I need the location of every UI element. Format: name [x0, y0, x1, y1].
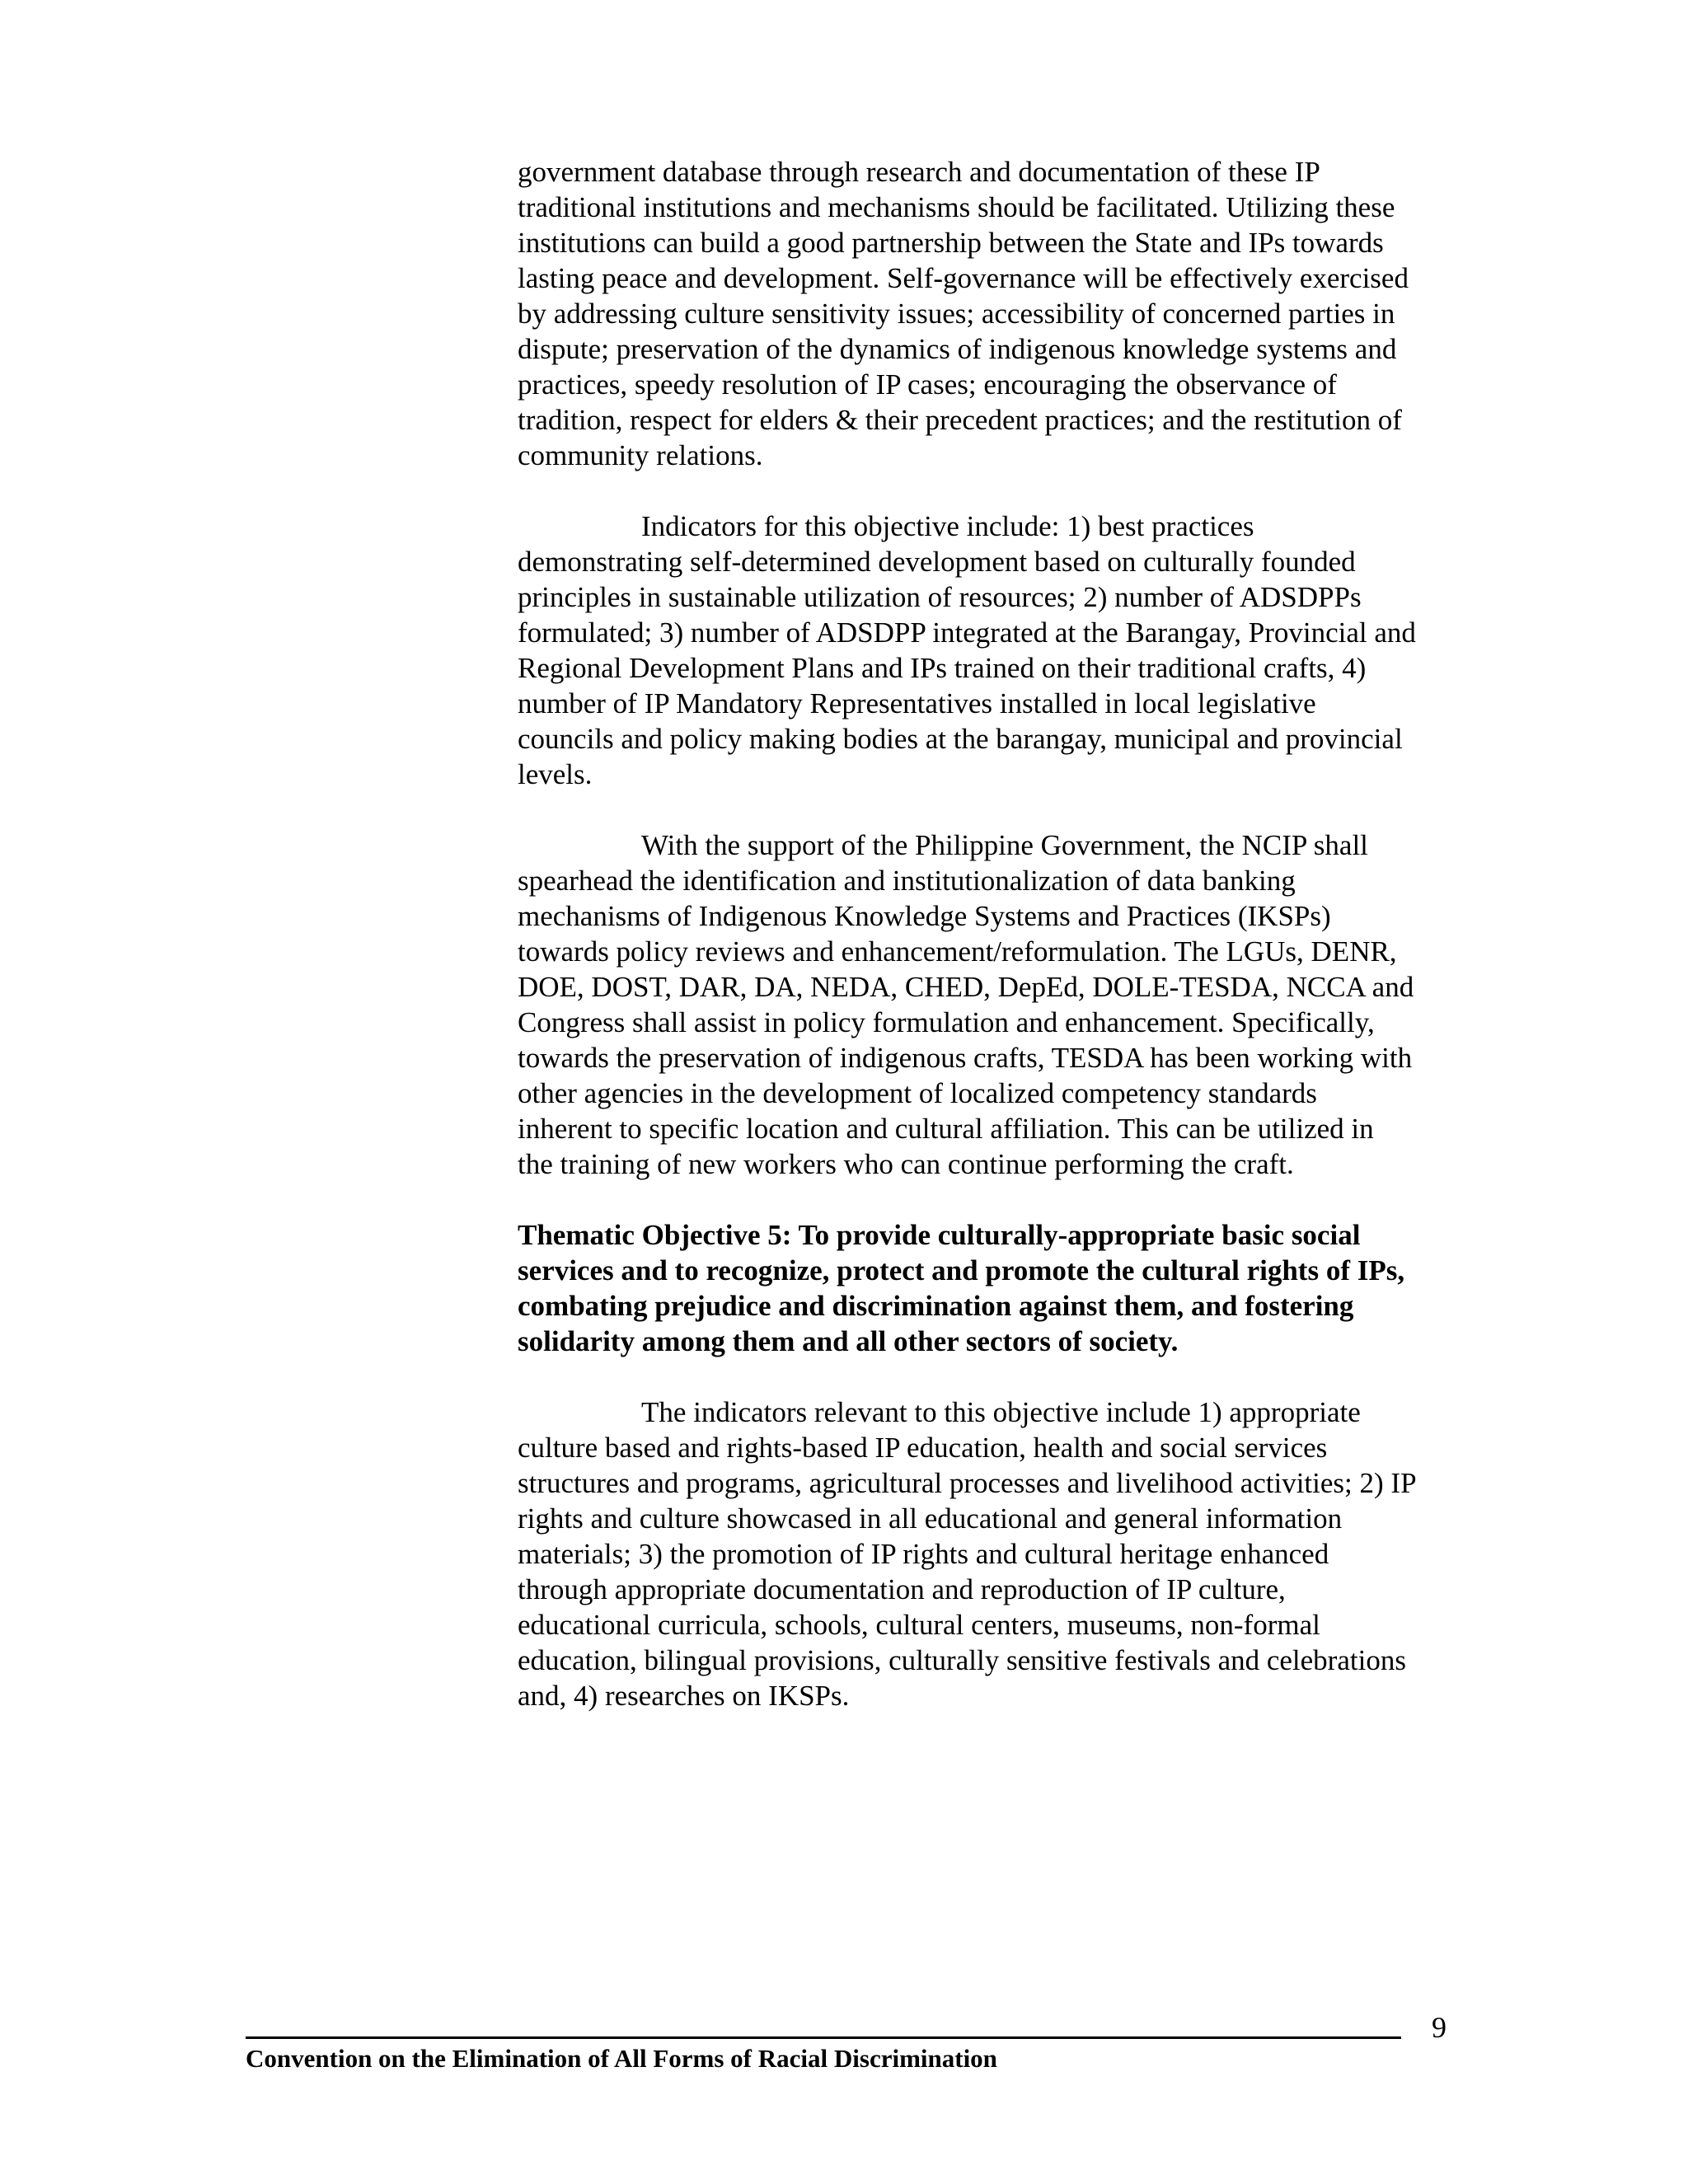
- thematic-objective-heading: Thematic Objective 5: To provide culturally-appropriate basic social services and to recognize, protect and promote the cultural rights of IPs, combating prejudice and discrimination against them, and fostering solidarity among them and all other sectors of society.: [518, 1219, 1405, 1357]
- footer-title: Convention on the Elimination of All Forms of Racial Discrimination: [246, 2044, 997, 2073]
- page-number: 9: [1432, 2011, 1447, 2044]
- paragraph-continued: government database through research and documentation of these IP traditional institutions and mechanisms should be facilitated. Utilizing these institutions can build a good partnership between the State and IPs towards lasting peace and development. Self-governance will be effectively exercised by addressing culture sensitivity issues; accessibility of concerned parties in dispute; preservation of the dynamics of indigenous knowledge systems and practices, speedy resolution of IP cases; encouraging the observance of tradition, respect for elders & their precedent practices; and the restitution of community relations.: [518, 156, 1409, 471]
- body-text: [518, 154, 1416, 1749]
- footer-divider: [246, 2036, 1401, 2039]
- paragraph-objective-indicators: The indicators relevant to this objective include 1) appropriate culture based and rights-based IP education, health and social services structures and programs, agricultural processes and livelihood activities; 2) IP rights and culture showcased in all educational and general information materials; 3) the promotion of IP rights and cultural heritage enhanced through appropriate documentation and reproduction of IP culture, educational curricula, schools, cultural centers, museums, non-formal education, bilingual provisions, culturally sensitive festivals and celebrations and, 4) researches on IKSPs.: [518, 1396, 1416, 1712]
- paragraph-indicators: Indicators for this objective include: 1) best practices demonstrating self-determined development based on culturally founded principles in sustainable utilization of resources; 2) number of ADSDPPs formulated; 3) number of ADSDPP integrated at the Barangay, Provincial and Regional Development Plans and IPs trained on their traditional crafts, 4) number of IP Mandatory Representatives installed in local legislative councils and policy making bodies at the barangay, municipal and provincial levels.: [518, 510, 1416, 790]
- paragraph-ncip-support: With the support of the Philippine Government, the NCIP shall spearhead the identification and institutionalization of data banking mechanisms of Indigenous Knowledge Systems and Practices (IKSPs) towards policy reviews and enhancement/reformulation. The LGUs, DENR, DOE, DOST, DAR, DA, NEDA, CHED, DepEd, DOLE-TESDA, NCCA and Congress shall assist in policy formulation and enhancement. Specifically, towards the preservation of indigenous crafts, TESDA has been working with other agencies in the development of localized competency standards inherent to specific location and cultural affiliation. This can be utilized in the training of new workers who can continue performing the craft.: [518, 829, 1414, 1180]
